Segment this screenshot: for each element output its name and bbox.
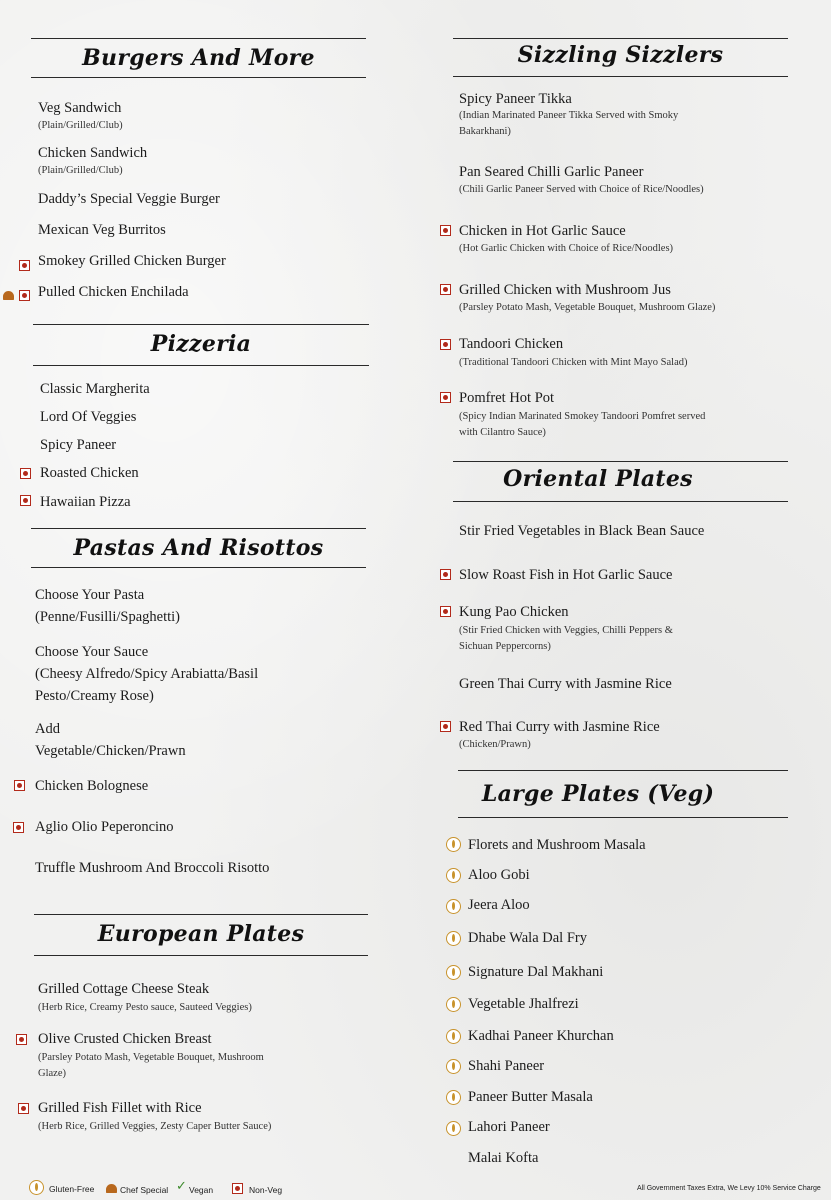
menu-item: Mexican Veg Burritos xyxy=(38,222,166,238)
divider xyxy=(33,324,369,325)
item-description: (Stir Fried Chicken with Veggies, Chilli Peppers & Sichuan Peppercorns) xyxy=(459,625,673,652)
gluten-free-icon xyxy=(446,965,461,980)
menu-item: Hawaiian Pizza xyxy=(40,494,131,510)
menu-item: Spicy Paneer Tikka xyxy=(459,91,572,107)
menu-item: Kadhai Paneer Khurchan xyxy=(468,1028,614,1044)
menu-item: Choose Your Pasta xyxy=(35,587,145,603)
menu-item: Lord Of Veggies xyxy=(40,409,137,425)
non-veg-icon xyxy=(20,495,31,506)
menu-item-options: (Cheesy Alfredo/Spicy Arabiatta/Basil Pesto/Creamy Rose) xyxy=(35,666,259,704)
divider xyxy=(453,501,788,502)
menu-item: Smokey Grilled Chicken Burger xyxy=(38,253,226,269)
item-description: (Parsley Potato Mash, Vegetable Bouquet, Mushroom Glaze) xyxy=(38,1052,264,1079)
menu-item: Spicy Paneer xyxy=(40,437,117,453)
gluten-free-icon xyxy=(446,868,461,883)
menu-item: Grilled Cottage Cheese Steak xyxy=(38,981,210,997)
section-title-pastas: Pastas And Risottos xyxy=(73,535,324,561)
non-veg-icon xyxy=(232,1183,243,1194)
non-veg-icon xyxy=(18,1103,29,1114)
menu-item: Vegetable Jhalfrezi xyxy=(468,996,579,1012)
item-description: (Herb Rice, Creamy Pesto sauce, Sauteed Veggies) xyxy=(38,1002,252,1013)
section-title-european: European Plates xyxy=(97,921,305,947)
non-veg-icon xyxy=(440,284,451,295)
section-title-sizzlers: Sizzling Sizzlers xyxy=(517,42,724,68)
non-veg-icon xyxy=(440,721,451,732)
item-description: (Spicy Indian Marinated Smokey Tandoori Pomfret served with Cilantro Sauce) xyxy=(459,411,706,438)
non-veg-icon xyxy=(20,468,31,479)
menu-item: Truffle Mushroom And Broccoli Risotto xyxy=(35,860,270,876)
gluten-free-icon xyxy=(446,837,461,852)
menu-item: Chicken in Hot Garlic Sauce xyxy=(459,223,626,239)
footer-note: All Government Taxes Extra, We Levy 10% Service Charge xyxy=(637,1185,821,1192)
non-veg-icon xyxy=(16,1034,27,1045)
menu-item: Lahori Paneer xyxy=(468,1119,550,1135)
menu-item: Chicken Bolognese xyxy=(35,778,149,794)
menu-item: Kung Pao Chicken xyxy=(459,604,569,620)
non-veg-icon xyxy=(440,339,451,350)
menu-item: Aglio Olio Peperoncino xyxy=(35,819,174,835)
legend-gluten-free: Gluten-Free xyxy=(49,1184,95,1194)
legend-vegan: Vegan xyxy=(189,1185,214,1195)
non-veg-icon xyxy=(13,822,24,833)
menu-item: Classic Margherita xyxy=(40,381,150,397)
section-title-oriental: Oriental Plates xyxy=(503,466,693,492)
item-description: (Plain/Grilled/Club) xyxy=(38,120,123,131)
menu-item: Dhabe Wala Dal Fry xyxy=(468,930,587,946)
chef-hat-icon xyxy=(3,291,14,300)
divider xyxy=(453,38,788,39)
menu-item: Slow Roast Fish in Hot Garlic Sauce xyxy=(459,567,673,583)
divider xyxy=(31,528,366,529)
gluten-free-icon xyxy=(446,1121,461,1136)
item-description: (Plain/Grilled/Club) xyxy=(38,165,123,176)
gluten-free-icon xyxy=(446,1059,461,1074)
menu-item: Choose Your Sauce xyxy=(35,644,149,660)
divider xyxy=(458,770,788,771)
menu-item: Pan Seared Chilli Garlic Paneer xyxy=(459,164,644,180)
menu-item: Daddy’s Special Veggie Burger xyxy=(38,191,220,207)
divider xyxy=(34,955,368,956)
item-description: (Chili Garlic Paneer Served with Choice of Rice/Noodles) xyxy=(459,184,704,195)
menu-item: Olive Crusted Chicken Breast xyxy=(38,1031,212,1047)
menu-item: Green Thai Curry with Jasmine Rice xyxy=(459,676,672,692)
menu-item: Grilled Fish Fillet with Rice xyxy=(38,1100,202,1116)
item-description: (Hot Garlic Chicken with Choice of Rice/Noodles) xyxy=(459,243,674,254)
menu-item: Aloo Gobi xyxy=(468,867,530,883)
non-veg-icon xyxy=(19,290,30,301)
legend-chef-special: Chef Special xyxy=(120,1185,169,1195)
menu-item: Florets and Mushroom Masala xyxy=(468,837,646,853)
divider xyxy=(34,914,368,915)
divider xyxy=(31,77,366,78)
menu-item: Tandoori Chicken xyxy=(459,336,564,352)
menu-item: Red Thai Curry with Jasmine Rice xyxy=(459,719,660,735)
menu-item: Pulled Chicken Enchilada xyxy=(38,284,189,300)
menu-item-options: (Penne/Fusilli/Spaghetti) xyxy=(35,609,180,625)
menu-item: Shahi Paneer xyxy=(468,1058,545,1074)
menu-item: Roasted Chicken xyxy=(40,465,139,481)
gluten-free-icon xyxy=(446,931,461,946)
divider xyxy=(453,76,788,77)
vegan-icon: ✓ xyxy=(176,1179,187,1194)
menu-item: Chicken Sandwich xyxy=(38,145,148,161)
menu-item: Stir Fried Vegetables in Black Bean Sauce xyxy=(459,523,705,539)
chef-hat-icon xyxy=(106,1184,117,1193)
item-description: (Chicken/Prawn) xyxy=(459,739,531,750)
gluten-free-icon xyxy=(446,899,461,914)
divider xyxy=(453,461,788,462)
non-veg-icon xyxy=(19,260,30,271)
non-veg-icon xyxy=(14,780,25,791)
menu-item: Signature Dal Makhani xyxy=(468,964,604,980)
menu-item-options: Vegetable/Chicken/Prawn xyxy=(35,743,186,759)
non-veg-icon xyxy=(440,569,451,580)
gluten-free-icon xyxy=(446,1090,461,1105)
menu-item: Pomfret Hot Pot xyxy=(459,390,555,406)
menu-item: Grilled Chicken with Mushroom Jus xyxy=(459,282,671,298)
menu-item: Jeera Aloo xyxy=(468,897,530,913)
menu-item: Malai Kofta xyxy=(468,1150,539,1166)
section-title-large-veg: Large Plates (Veg) xyxy=(481,781,715,807)
item-description: (Traditional Tandoori Chicken with Mint Mayo Salad) xyxy=(459,357,688,368)
legend-non-veg: Non-Veg xyxy=(249,1185,283,1195)
menu-item: Paneer Butter Masala xyxy=(468,1089,593,1105)
divider xyxy=(458,817,788,818)
gluten-free-icon xyxy=(29,1180,44,1195)
divider xyxy=(33,365,369,366)
non-veg-icon xyxy=(440,606,451,617)
divider xyxy=(31,567,366,568)
divider xyxy=(31,38,366,39)
menu-item: Add xyxy=(35,721,60,737)
item-description: (Parsley Potato Mash, Vegetable Bouquet, Mushroom Glaze) xyxy=(459,302,716,313)
item-description: (Herb Rice, Grilled Veggies, Zesty Caper Butter Sauce) xyxy=(38,1121,272,1132)
section-title-burgers: Burgers And More xyxy=(82,45,315,71)
item-description: (Indian Marinated Paneer Tikka Served with Smoky Bakarkhani) xyxy=(459,110,679,137)
section-title-pizzeria: Pizzeria xyxy=(150,331,252,357)
gluten-free-icon xyxy=(446,1029,461,1044)
non-veg-icon xyxy=(440,225,451,236)
menu-item: Veg Sandwich xyxy=(38,100,122,116)
gluten-free-icon xyxy=(446,997,461,1012)
non-veg-icon xyxy=(440,392,451,403)
